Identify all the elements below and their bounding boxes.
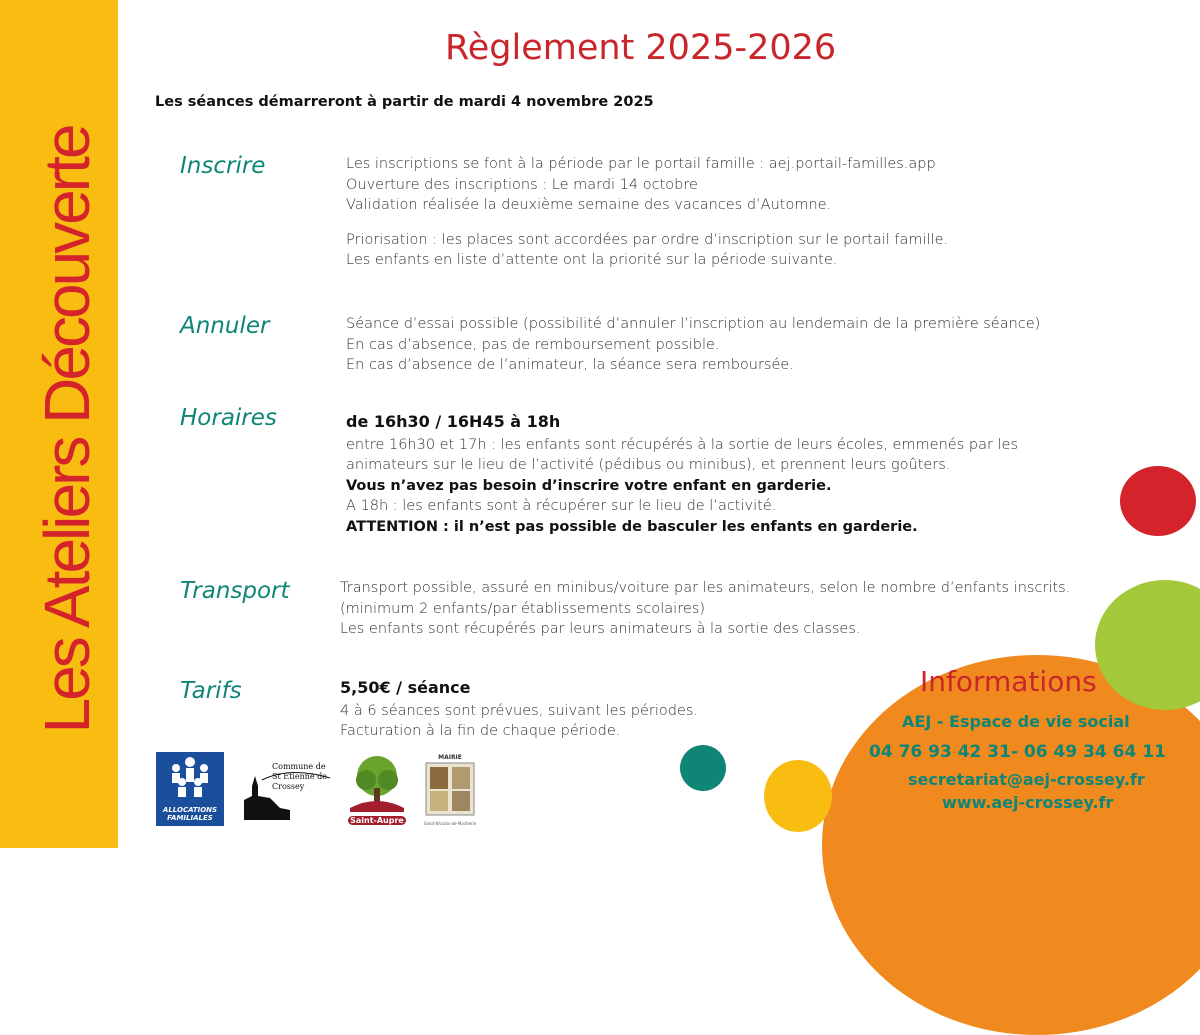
- section-body-inscrire: [346, 154, 948, 271]
- horaires-line-bold: ATTENTION : il n’est pas possible de basculer les enfants en garderie.: [346, 518, 918, 535]
- inscrire-line: Validation réalisée la deuxième semaine des vacances d’Automne.: [346, 197, 832, 213]
- tree-icon: [348, 752, 406, 812]
- inscrire-line: Les inscriptions se font à la période par le portail famille : aej.portail-familles.app: [346, 156, 936, 172]
- section-body-tarifs: [340, 678, 698, 742]
- sidebar-title: Les Ateliers Découverte: [31, 126, 103, 734]
- page-subtitle: Les séances démarreront à partir de mardi 4 novembre 2025: [155, 94, 654, 110]
- caf-people-icon: [156, 752, 224, 802]
- annuler-line: En cas d’absence de l’animateur, la séance sera remboursée.: [346, 357, 794, 373]
- section-label-horaires: Horaires: [180, 405, 277, 431]
- decor-red-circle: [1120, 466, 1196, 536]
- transport-line: Transport possible, assuré en minibus/voiture par les animateurs, selon le nombre d’enfants inscrits.: [340, 580, 1071, 596]
- section-label-tarifs: Tarifs: [180, 678, 242, 704]
- tarifs-line: 4 à 6 séances sont prévues, suivant les périodes.: [340, 702, 699, 719]
- horaires-heading: de 16h30 / 16H45 à 18h: [346, 412, 561, 431]
- section-label-transport: Transport: [180, 578, 290, 604]
- info-title: Informations: [920, 665, 1097, 698]
- mairie-caption: Saint-Nicolas-de-Macherin: [424, 821, 476, 826]
- info-org: AEJ - Espace de vie social: [902, 712, 1130, 731]
- info-website[interactable]: www.aej-crossey.fr: [942, 793, 1114, 812]
- commune-logo: [240, 758, 340, 820]
- tarifs-heading: 5,50€ / séance: [340, 678, 471, 697]
- inscrire-line: Les enfants en liste d’attente ont la priorité sur la période suivante.: [346, 252, 838, 268]
- annuler-line: Séance d’essai possible (possibilité d’annuler l’inscription au lendemain de la première séance): [346, 316, 1041, 332]
- horaires-line-bold: Vous n’avez pas besoin d’inscrire votre enfant en garderie.: [346, 477, 832, 494]
- commune-text: [272, 762, 340, 792]
- commune-text-line: Commune de: [272, 762, 326, 771]
- caf-text: ALLOCATIONS FAMILIALES: [162, 806, 218, 822]
- decor-yellow-circle: [764, 760, 832, 832]
- section-body-annuler: [346, 314, 1040, 376]
- spacer: [346, 216, 948, 230]
- horaires-line: A 18h : les enfants sont à récupérer sur le lieu de l’activité.: [346, 498, 777, 514]
- horaires-line: animateurs sur le lieu de l’activité (pédibus ou minibus), et prennent leurs goûters.: [346, 457, 951, 473]
- mairie-building-icon: [424, 761, 476, 817]
- sidebar-band: [0, 0, 118, 848]
- mairie-logo: [424, 754, 476, 826]
- annuler-line: En cas d’absence, pas de remboursement possible.: [346, 336, 720, 353]
- section-body-transport: [340, 578, 1070, 640]
- horaires-line: entre 16h30 et 17h : les enfants sont récupérés à la sortie de leurs écoles, emmenés par les: [346, 436, 1019, 453]
- transport-line: Les enfants sont récupérés par leurs animateurs à la sortie des classes.: [340, 621, 861, 637]
- mairie-text: MAIRIE: [438, 754, 462, 761]
- section-label-inscrire: Inscrire: [180, 153, 266, 179]
- info-email[interactable]: secretariat@aej-crossey.fr: [908, 770, 1145, 789]
- section-label-annuler: Annuler: [180, 313, 270, 339]
- inscrire-line: Priorisation : les places sont accordées par ordre d’inscription sur le portail famille.: [346, 231, 949, 248]
- tarifs-line: Facturation à la fin de chaque période.: [340, 723, 621, 739]
- saint-aupre-text: Saint-Aupre: [348, 816, 406, 825]
- transport-line: (minimum 2 enfants/par établissements scolaires): [340, 600, 705, 617]
- info-phones: 04 76 93 42 31- 06 49 34 64 11: [869, 742, 1166, 762]
- caf-logo: [156, 752, 224, 826]
- page-title: Règlement 2025-2026: [445, 28, 837, 68]
- decor-teal-dot: [680, 745, 726, 791]
- section-body-horaires: [346, 412, 1018, 537]
- inscrire-line: Ouverture des inscriptions : Le mardi 14 octobre: [346, 176, 698, 193]
- saint-aupre-logo: [348, 752, 406, 826]
- commune-text-line: St Etienne de Crossey: [272, 772, 328, 791]
